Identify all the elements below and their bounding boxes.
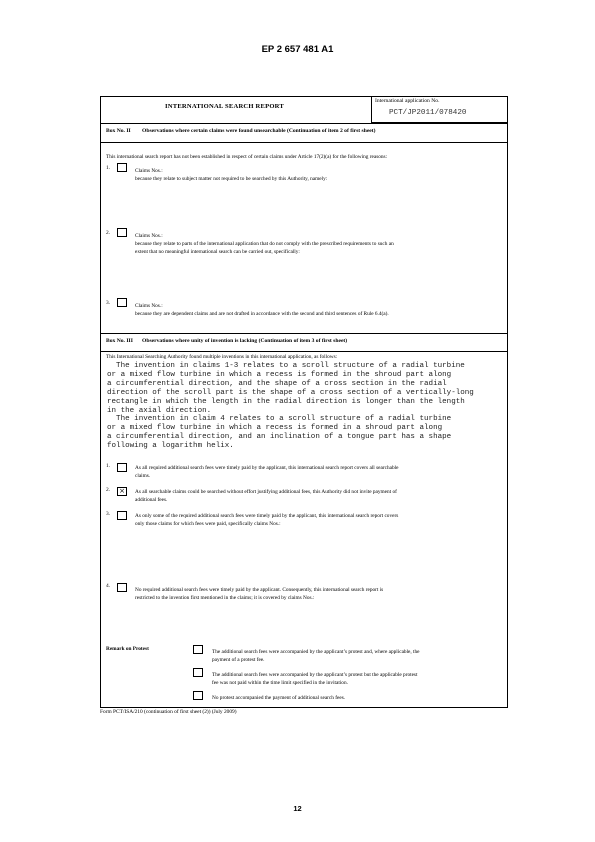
box3-item-3-checkbox[interactable] <box>117 511 127 520</box>
box3-heading <box>106 338 347 344</box>
box2-item-2-number: 2. <box>106 230 111 236</box>
box3-item-3-text-line: only those claims for which fees were paid, specifically claims Nos.: <box>135 521 281 527</box>
box3-item-3-number: 3. <box>106 511 111 517</box>
box3-intro: This International Searching Authority found multiple inventions in this international application, as follows: <box>106 354 338 360</box>
inventions-text-line: rectangle in which the length in the radial direction is longer than the length <box>107 397 465 406</box>
inventions-description <box>107 362 505 451</box>
box3-item-1-text-line: claims. <box>135 473 151 479</box>
box2-heading <box>106 128 376 134</box>
form-footer: Form PCT/ISA/210 (continuation of first sheet (2)) (July 2009) <box>100 709 237 715</box>
inventions-text-line: in the axial direction. <box>107 406 212 415</box>
page-number: 12 <box>293 804 302 813</box>
protest-option-1-text-line: The additional search fees were accompanied by the applicant’s protest and, where applicable, the <box>212 649 420 655</box>
box2-intro: This international search report has not been established in respect of certain claims under Article 17(2)(a) for the following reasons: <box>106 154 388 160</box>
box2-item-2-text-line: extent that no meaningful international search can be carried out, specifically: <box>135 249 300 255</box>
box3-item-3-text-line: As only some of the required additional search fees were timely paid by the applicant, this international search report covers <box>135 513 399 519</box>
box2-item-1-checkbox[interactable] <box>117 163 127 172</box>
divider <box>101 333 507 334</box>
inventions-text-line: following a logarithm helix. <box>107 442 234 451</box>
inventions-text-line: or a mixed flow turbine in which a recess is formed in a shroud part along <box>107 424 443 433</box>
protest-option-1-checkbox[interactable] <box>193 645 203 654</box>
box3-title: Observations where unity of invention is lacking (Continuation of item 3 of first sheet) <box>142 338 348 344</box>
box2-item-2-checkbox[interactable] <box>117 228 127 237</box>
divider <box>101 142 507 143</box>
divider <box>101 351 507 352</box>
box2-item-1-text: because they relate to subject matter not required to be searched by this Authority, namely: <box>135 176 328 182</box>
inventions-text-line: a circumferential direction, and an inclination of a tongue part has a shape <box>107 433 452 442</box>
box2-item-3-number: 3. <box>106 300 111 306</box>
box3-number: Box No. III <box>106 338 133 344</box>
inventions-text-line: The invention in claim 4 relates to a scroll structure of a radial turbine <box>107 415 452 424</box>
box3-item-1-text-line: As all required additional search fees were timely paid by the applicant, this international search report covers all searchable <box>135 465 399 471</box>
box3-item-2-text-line: additional fees. <box>135 497 168 503</box>
search-report-form <box>100 96 508 708</box>
protest-option-2-checkbox[interactable] <box>193 668 203 677</box>
divider <box>101 123 507 124</box>
inventions-text-line: direction of the scroll part is the shape of a cross section of a vertically-long <box>107 388 474 397</box>
box2-item-3-checkbox[interactable] <box>117 298 127 307</box>
box3-item-1-number: 1. <box>106 463 111 469</box>
application-number: PCT/JP2011/078420 <box>389 109 467 117</box>
application-number-label: International application No. <box>375 98 440 104</box>
box2-item-1-number: 1. <box>106 165 111 171</box>
box3-item-4-checkbox[interactable] <box>117 583 127 592</box>
report-title: INTERNATIONAL SEARCH REPORT <box>165 103 284 110</box>
publication-number: EP 2 657 481 A1 <box>261 44 334 55</box>
box3-item-1-checkbox[interactable] <box>117 463 127 472</box>
box3-item-2-checkbox-checked[interactable]: × <box>117 487 127 496</box>
box2-item-2-claims: Claims Nos.: <box>135 233 163 239</box>
protest-option-2-text-line: The additional search fees were accompanied by the applicant’s protest but the applicable protest <box>212 672 418 678</box>
box2-item-1-claims: Claims Nos.: <box>135 168 163 174</box>
box3-item-2-text-line: As all searchable claims could be searched without effort justifying additional fees, this Authority did not invite payment of <box>135 489 397 495</box>
inventions-text-line: a circumferential direction, and the shape of a cross section in the radial <box>107 379 447 388</box>
protest-option-2-text-line: fee was not paid within the time limit specified in the invitation. <box>212 680 348 686</box>
protest-option-3-text-line: No protest accompanied the payment of additional search fees. <box>212 695 346 701</box>
box2-item-2-text-line: because they relate to parts of the international application that do not comply with the prescribed requirements to such an <box>135 241 394 247</box>
protest-option-3-checkbox[interactable] <box>193 691 203 700</box>
inventions-text-line: or a mixed flow turbine in which a recess is formed in the shroud part along <box>107 370 452 379</box>
box3-item-2-number: 2. <box>106 487 111 493</box>
box3-item-4-text-line: No required additional search fees were timely paid by the applicant. Consequently, this international search report is <box>135 587 384 593</box>
box2-title: Observations where certain claims were found unsearchable (Continuation of item 2 of first sheet) <box>142 128 376 134</box>
report-header <box>101 97 507 123</box>
box2-item-3-text: because they are dependent claims and are not drafted in accordance with the second and third sentences of Rule 6.4(a). <box>135 311 389 317</box>
box3-item-4-number: 4. <box>106 583 111 589</box>
box3-item-4-text-line: restricted to the invention first mentioned in the claims; it is covered by claims Nos.: <box>135 595 315 601</box>
protest-option-1-text-line: payment of a protest fee. <box>212 657 265 663</box>
inventions-text-line: The invention in claims 1-3 relates to a scroll structure of a radial turbine <box>107 362 465 370</box>
box2-item-3-claims: Claims Nos.: <box>135 303 163 309</box>
remark-on-protest-label: Remark on Protest <box>106 646 149 652</box>
application-number-box <box>371 96 508 123</box>
box2-number: Box No. II <box>106 128 131 134</box>
